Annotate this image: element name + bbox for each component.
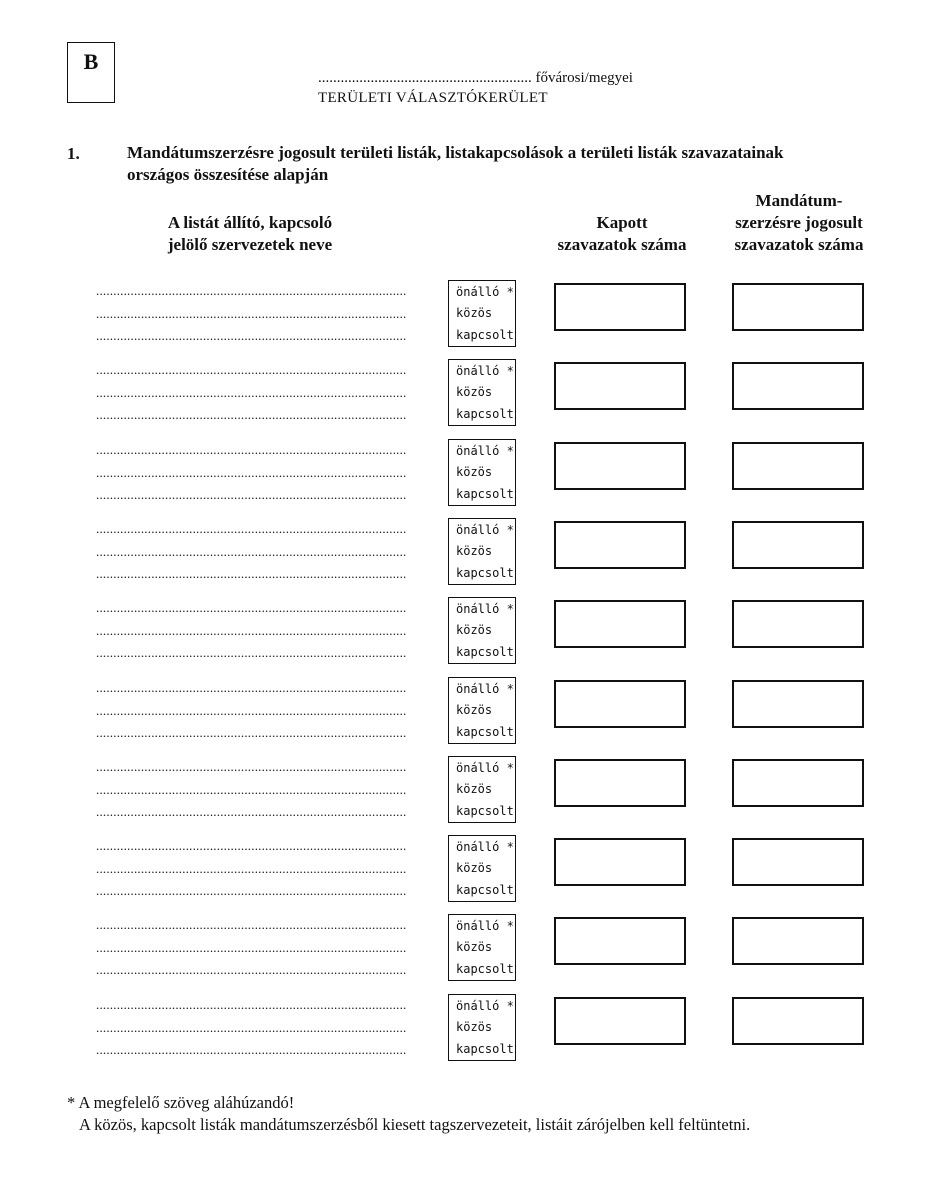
- org-name-dotted-line-2[interactable]: [96, 624, 406, 638]
- org-name-dotted-line-3[interactable]: [96, 1043, 406, 1057]
- list-row: [0, 835, 943, 905]
- list-type-option[interactable]: kapcsolt: [456, 566, 514, 580]
- org-name-dotted-line-1[interactable]: [96, 681, 406, 695]
- org-name-dotted-line-3[interactable]: [96, 408, 406, 422]
- mandate-votes-field[interactable]: [732, 600, 864, 648]
- received-votes-field[interactable]: [554, 362, 686, 410]
- mandate-votes-field[interactable]: [732, 838, 864, 886]
- section-number: 1.: [67, 144, 80, 163]
- mandate-votes-field[interactable]: [732, 362, 864, 410]
- org-name-header: [130, 212, 370, 256]
- org-name-dotted-line-2[interactable]: [96, 862, 406, 876]
- list-row: [0, 439, 943, 509]
- form-letter-box: B: [67, 42, 115, 103]
- org-name-dotted-line-3[interactable]: [96, 726, 406, 740]
- mandate-votes-field[interactable]: [732, 442, 864, 490]
- votes-header-line2: szavazatok száma: [557, 235, 687, 254]
- org-name-dotted-line-2[interactable]: [96, 704, 406, 718]
- list-row: [0, 359, 943, 429]
- list-type-box[interactable]: [448, 835, 516, 902]
- list-type-option[interactable]: kapcsolt: [456, 407, 514, 421]
- list-type-option[interactable]: kapcsolt: [456, 725, 514, 739]
- received-votes-field[interactable]: [554, 759, 686, 807]
- mandate-header-line3: szavazatok száma: [734, 235, 864, 254]
- org-name-dotted-line-1[interactable]: [96, 443, 406, 457]
- org-name-dotted-line-3[interactable]: [96, 488, 406, 502]
- mandate-votes-field[interactable]: [732, 917, 864, 965]
- org-name-dotted-line-3[interactable]: [96, 567, 406, 581]
- org-name-dotted-line-3[interactable]: [96, 963, 406, 977]
- mandate-votes-field[interactable]: [732, 680, 864, 728]
- org-header-line2: jelölő szervezetek neve: [167, 235, 333, 254]
- list-type-box[interactable]: [448, 677, 516, 744]
- mandate-header-line2: szerzésre jogosult: [735, 213, 863, 232]
- org-name-dotted-line-2[interactable]: [96, 545, 406, 559]
- list-type-option[interactable]: kapcsolt: [456, 1042, 514, 1056]
- list-type-option[interactable]: kapcsolt: [456, 804, 514, 818]
- list-row: [0, 756, 943, 826]
- list-type-option[interactable]: közös: [456, 385, 493, 399]
- list-type-option[interactable]: önálló *: [456, 523, 514, 537]
- mandate-votes-field[interactable]: [732, 521, 864, 569]
- list-type-box[interactable]: [448, 756, 516, 823]
- mandate-header-line1: Mandátum-: [755, 191, 843, 210]
- org-name-dotted-line-3[interactable]: [96, 329, 406, 343]
- list-type-box[interactable]: [448, 280, 516, 347]
- list-row: [0, 677, 943, 747]
- org-name-dotted-line-1[interactable]: [96, 839, 406, 853]
- org-name-dotted-line-3[interactable]: [96, 646, 406, 660]
- list-type-option[interactable]: önálló *: [456, 364, 514, 378]
- mandate-votes-field[interactable]: [732, 997, 864, 1045]
- org-name-dotted-line-3[interactable]: [96, 805, 406, 819]
- list-row: [0, 994, 943, 1064]
- list-type-option[interactable]: közös: [456, 782, 493, 796]
- list-type-option[interactable]: kapcsolt: [456, 328, 514, 342]
- org-name-dotted-line-2[interactable]: [96, 466, 406, 480]
- list-type-option[interactable]: önálló *: [456, 682, 514, 696]
- list-type-box[interactable]: [448, 994, 516, 1061]
- list-type-option[interactable]: önálló *: [456, 919, 514, 933]
- list-type-option[interactable]: kapcsolt: [456, 883, 514, 897]
- footnote: [67, 1092, 867, 1136]
- footnote-line1: * A megfelelő szöveg aláhúzandó!: [67, 1093, 295, 1112]
- votes-header-line1: Kapott: [596, 213, 648, 232]
- org-name-dotted-line-1[interactable]: [96, 760, 406, 774]
- org-name-dotted-line-1[interactable]: [96, 522, 406, 536]
- mandate-votes-field[interactable]: [732, 759, 864, 807]
- footnote-line2: A közös, kapcsolt listák mandátumszerzésből kiesett tagszervezeteit, listáit zárójelben kell feltüntetni.: [79, 1115, 751, 1134]
- list-type-option[interactable]: közös: [456, 861, 493, 875]
- received-votes-field[interactable]: [554, 997, 686, 1045]
- list-type-option[interactable]: önálló *: [456, 761, 514, 775]
- list-type-option[interactable]: önálló *: [456, 840, 514, 854]
- list-type-box[interactable]: [448, 914, 516, 981]
- org-name-dotted-line-1[interactable]: [96, 998, 406, 1012]
- org-name-dotted-line-2[interactable]: [96, 1021, 406, 1035]
- org-name-dotted-line-1[interactable]: [96, 363, 406, 377]
- mandate-votes-header: [708, 190, 890, 256]
- list-type-option[interactable]: közös: [456, 544, 493, 558]
- list-type-option[interactable]: kapcsolt: [456, 645, 514, 659]
- org-name-dotted-line-2[interactable]: [96, 386, 406, 400]
- list-type-option[interactable]: kapcsolt: [456, 487, 514, 501]
- org-name-dotted-line-2[interactable]: [96, 941, 406, 955]
- list-type-option[interactable]: közös: [456, 1020, 493, 1034]
- list-type-option[interactable]: önálló *: [456, 444, 514, 458]
- list-type-option[interactable]: kapcsolt: [456, 962, 514, 976]
- list-type-box[interactable]: [448, 439, 516, 506]
- org-name-dotted-line-2[interactable]: [96, 783, 406, 797]
- org-header-line1: A listát állító, kapcsoló: [167, 213, 333, 232]
- list-type-option[interactable]: közös: [456, 465, 493, 479]
- received-votes-field[interactable]: [554, 600, 686, 648]
- org-name-dotted-line-1[interactable]: [96, 918, 406, 932]
- received-votes-field[interactable]: [554, 838, 686, 886]
- section-title: Mandátumszerzésre jogosult területi listák, listakapcsolások a területi listák szavazatainak országos összesítése alapján: [127, 143, 784, 184]
- received-votes-field[interactable]: [554, 917, 686, 965]
- list-type-option[interactable]: közös: [456, 703, 493, 717]
- list-type-option[interactable]: közös: [456, 623, 493, 637]
- mandate-votes-field[interactable]: [732, 283, 864, 331]
- received-votes-field[interactable]: [554, 283, 686, 331]
- list-type-option[interactable]: önálló *: [456, 602, 514, 616]
- list-row: [0, 914, 943, 984]
- list-type-option[interactable]: önálló *: [456, 285, 514, 299]
- org-name-dotted-line-3[interactable]: [96, 884, 406, 898]
- list-type-option[interactable]: önálló *: [456, 999, 514, 1013]
- org-name-dotted-line-1[interactable]: [96, 284, 406, 298]
- list-type-option[interactable]: közös: [456, 940, 493, 954]
- list-row: [0, 280, 943, 350]
- district-name-line[interactable]: ......................................................... fővárosi/megyei: [318, 70, 633, 86]
- list-type-box[interactable]: [448, 597, 516, 664]
- votes-header: [538, 212, 706, 256]
- org-name-dotted-line-1[interactable]: [96, 601, 406, 615]
- list-row: [0, 518, 943, 588]
- received-votes-field[interactable]: [554, 442, 686, 490]
- list-row: [0, 597, 943, 667]
- district-caption: TERÜLETI VÁLASZTÓKERÜLET: [318, 90, 548, 106]
- org-name-dotted-line-2[interactable]: [96, 307, 406, 321]
- list-type-box[interactable]: [448, 518, 516, 585]
- received-votes-field[interactable]: [554, 521, 686, 569]
- received-votes-field[interactable]: [554, 680, 686, 728]
- list-type-box[interactable]: [448, 359, 516, 426]
- list-type-option[interactable]: közös: [456, 306, 493, 320]
